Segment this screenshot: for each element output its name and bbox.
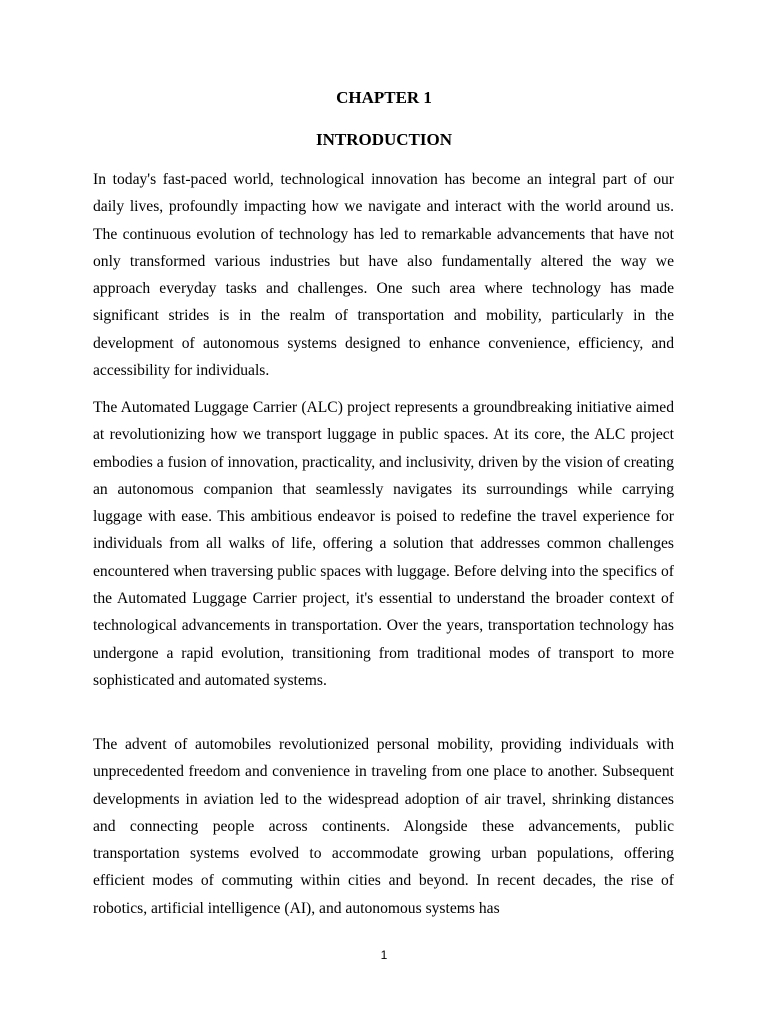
section-heading: INTRODUCTION	[315, 130, 453, 149]
paragraph-2: The Automated Luggage Carrier (ALC) project represents a groundbreaking initiative aimed at revolutionizing how we transport luggage in public spaces. At its core, the ALC project embodies a fusion of innovation, practicality, and inclusivity, driven by the vision of creating an autonomous companion that seamlessly navigates its surroundings while carrying luggage with ease. This ambitious endeavor is poised to redefine the travel experience for individuals from all walks of life, offering a solution that addresses common challenges encountered when traversing public spaces with luggage. Before delving into the specifics of the Automated Luggage Carrier project, it's essential to understand the broader context of technological advancements in transportation. Over the years, transportation technology has undergone a rapid evolution, transitioning from traditional modes of transport to more sophisticated and automated systems.	[93, 399, 674, 689]
paragraph-1: In today's fast-paced world, technological innovation has become an integral part of our daily lives, profoundly impacting how we navigate and interact with the world around us. The continuous evolution of technology has led to remarkable advancements that have not only transformed various industries but have also fundamentally altered the way we approach everyday tasks and challenges. One such area where technology has made significant strides is in the realm of transportation and mobility, particularly in the development of autonomous systems designed to enhance convenience, efficiency, and accessibility for individuals.	[93, 171, 674, 380]
paragraph-3: The advent of automobiles revolutionized personal mobility, providing individuals with unprecedented freedom and convenience in traveling from one place to another. Subsequent developments in aviation led to the widespread adoption of air travel, shrinking distances and connecting people across continents. Alongside these advancements, public transportation systems evolved to accommodate growing urban populations, offering efficient modes of commuting within cities and beyond. In recent decades, the rise of robotics, artificial intelligence (AI), and autonomous systems has	[93, 736, 674, 917]
chapter-heading: CHAPTER 1	[336, 88, 432, 107]
page-number: 1	[380, 948, 388, 962]
